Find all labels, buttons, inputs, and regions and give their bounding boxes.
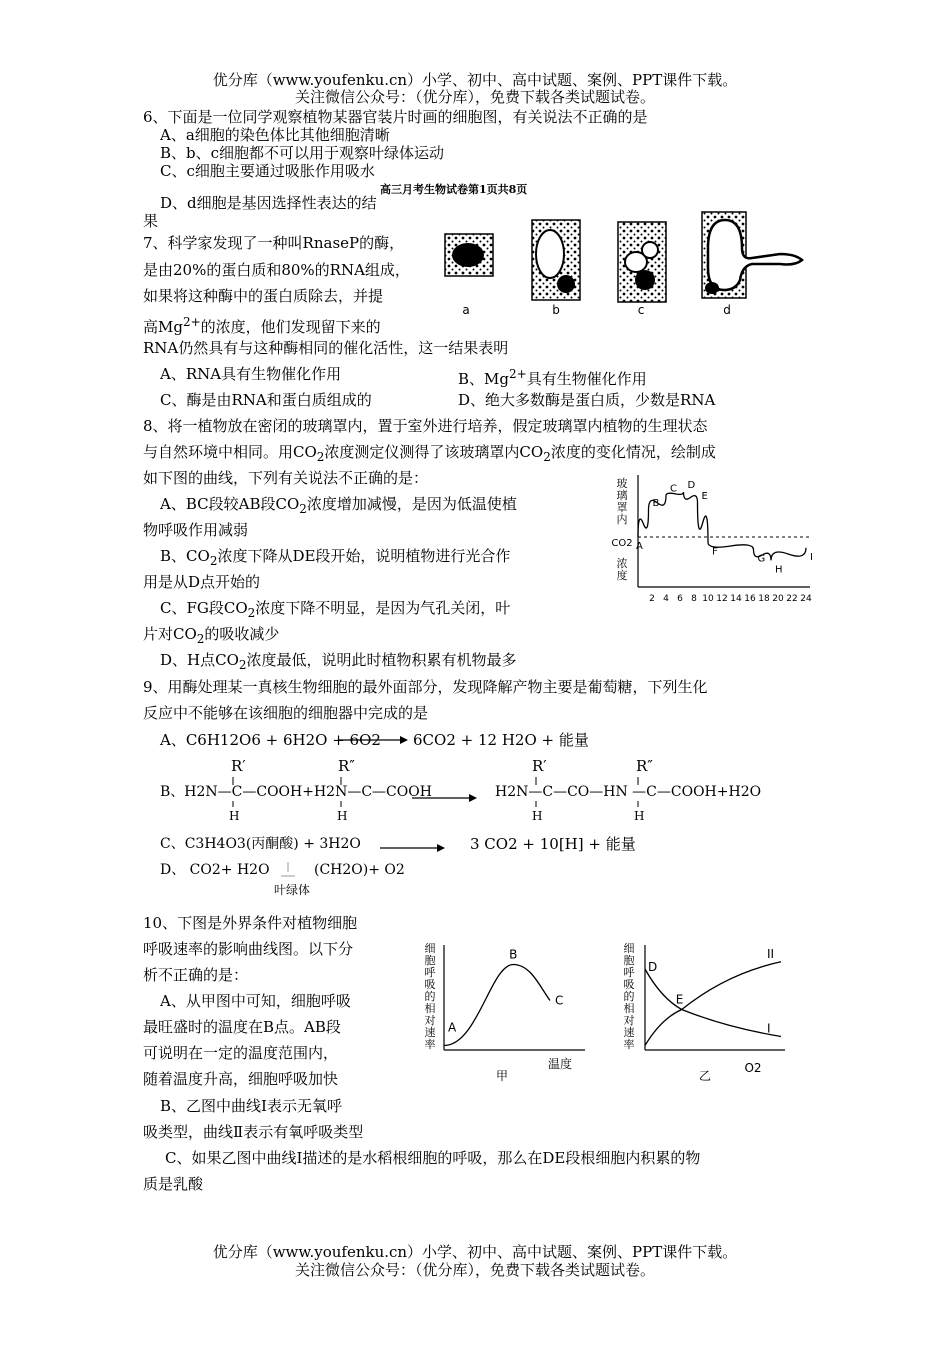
q10-option-b-1: B、乙图中曲线Ⅰ表示无氧呼 [160, 1097, 342, 1115]
q8-line-1: 8、将一植物放在密闭的玻璃罩内，置于室外进行培养，假定玻璃罩内植物的生理状态 [143, 417, 708, 435]
q9-option-a-right: 6CO2 + 12 H2O + 能量 [413, 731, 589, 749]
co2-x-tick: 12 [716, 594, 728, 604]
page-note: 高三月考生物试卷第1页共8页 [380, 183, 528, 196]
co2-ylabel-5: 浓 [616, 557, 628, 570]
q10-option-a-3: 可说明在一定的温度范围内， [143, 1044, 339, 1062]
co2-x-tick: 20 [772, 594, 784, 604]
q8-option-d: D、H点$CO_2$浓度最低，说明此时植物积累有机物最多 [160, 651, 517, 672]
q8-option-c: C、FG段$CO_2$浓度下降不明显，是因为气孔关闭，叶 [160, 599, 511, 620]
yi-series-label: I [767, 1021, 771, 1036]
q7-line-3: 如果将这种酶中的蛋白质除去，并提 [143, 287, 384, 305]
co2-x-tick: 14 [730, 594, 742, 604]
q9-option-d-left: D、 CO2+ H2O [160, 862, 270, 878]
co2-point-label: H [775, 564, 783, 576]
footer-line-2: 关注微信公众号：（优分库），免费下载各类试题试卷。 [294, 1261, 655, 1279]
co2-x-tick: 2 [649, 594, 655, 604]
co2-curve [638, 492, 806, 560]
co2-point-label: F [712, 546, 718, 558]
svg-text:对: 对 [424, 1014, 436, 1027]
q6-stem: 6、下面是一位同学观察植物某器官装片时画的细胞图，有关说法不正确的是 [143, 108, 648, 126]
svg-text:呼: 呼 [424, 966, 436, 979]
svg-text:的: 的 [424, 990, 436, 1003]
co2-x-tick: 4 [663, 594, 669, 604]
q10-line-1: 10、下图是外界条件对植物细胞 [143, 914, 358, 932]
q7-option-a: A、RNA具有生物催化作用 [160, 365, 342, 383]
yi-title: 乙 [698, 1069, 712, 1083]
q7-line-1: 7、科学家发现了一种叫RnaseP的酶， [143, 234, 405, 252]
q9-b-r2-prod: R″ [636, 757, 653, 775]
q10-option-b-2: 吸类型，曲线Ⅱ表示有氧呼吸类型 [143, 1123, 364, 1141]
co2-point-label: C [670, 483, 677, 495]
co2-x-tick: 18 [758, 594, 770, 604]
co2-x-tick: 16 [744, 594, 756, 604]
q9-c-arrow [380, 842, 445, 854]
yi-series-label: II [767, 946, 775, 961]
q7-line-2: 是由20%的蛋白质和80%的RNA组成， [143, 261, 410, 279]
q10-option-a-4: 随着温度升高，细胞呼吸加快 [143, 1070, 339, 1088]
co2-ylabel-1: 玻 [616, 477, 628, 490]
q8-line-2: 与自然环境中相同。用$CO_2$浓度测定仪测得了该玻璃罩内$CO_2$浓度的变化情况，绘制成 [143, 443, 716, 464]
q10-option-c-1: C、如果乙图中曲线Ⅰ描述的是水稻根细胞的呼吸，那么在DE段根细胞内积累的物 [165, 1149, 701, 1167]
co2-ylabel-3: 罩 [616, 501, 628, 514]
yi-label-d: D [648, 960, 658, 974]
jia-title: 甲 [495, 1069, 509, 1083]
svg-text:速: 速 [623, 1026, 635, 1039]
jia-ylabel [425, 942, 436, 1051]
q9-b-r1-prod: R′ [532, 757, 547, 775]
q7-option-b: B、$Mg^{2+}$具有生物催化作用 [458, 367, 647, 388]
q9-b-bonds [225, 775, 645, 820]
q9-b-h4: H [634, 809, 645, 823]
q9-b-r1: R′ [231, 757, 246, 775]
co2-x-tick: 6 [677, 594, 683, 604]
yi-label-e: E [675, 992, 684, 1007]
co2-chart [600, 475, 820, 610]
q7-line-5: RNA仍然具有与这种酶相同的催化活性，这一结果表明 [143, 339, 509, 357]
svg-text:呼: 呼 [623, 966, 635, 979]
svg-text:速: 速 [424, 1026, 436, 1039]
q9-option-c-right: 3 CO2 + 10[H] + 能量 [470, 835, 636, 853]
q6-option-d-cont: 果 [143, 212, 159, 230]
q8-option-a: A、BC段较AB段$CO_2$浓度增加减慢，是因为低温使植 [160, 495, 517, 516]
q8-option-a-cont: 物呼吸作用减弱 [143, 521, 249, 539]
q10-line-3: 析不正确的是： [143, 966, 249, 984]
co2-point-label: G [757, 553, 766, 565]
cell-c [618, 222, 666, 302]
svg-text:的: 的 [623, 990, 635, 1003]
q8-line-3: 如下图的曲线，下列有关说法不正确的是： [143, 469, 429, 487]
q9-option-b-right: H2N—C—CO—HN —C—COOH+H2O [495, 784, 762, 800]
header-line-2: 关注微信公众号：（优分库），免费下载各类试题试卷。 [294, 88, 655, 106]
q10-option-a-2: 最旺盛时的温度在B点。AB段 [143, 1018, 341, 1036]
co2-point-label: E [701, 490, 708, 502]
cell-a [445, 234, 493, 276]
jia-label-c: C [555, 993, 564, 1008]
svg-text:细: 细 [424, 942, 436, 955]
cell-b [532, 220, 580, 300]
yi-curve-I [645, 969, 781, 1037]
svg-text:对: 对 [623, 1014, 635, 1027]
cell-label-b: b [552, 303, 560, 317]
svg-text:相: 相 [623, 1002, 635, 1015]
q8-option-c-cont: 片对$CO_2$的吸收减少 [143, 625, 280, 646]
svg-text:率: 率 [424, 1038, 436, 1051]
jia-curve [444, 965, 550, 1046]
jia-label-a: A [448, 1020, 457, 1035]
svg-text:相: 相 [424, 1002, 436, 1015]
q6-option-d: D、d细胞是基因选择性表达的结 [160, 194, 377, 212]
cell-diagrams [440, 208, 810, 318]
yi-ylabel [624, 942, 635, 1051]
q9-b-r2: R″ [338, 757, 355, 775]
q10-option-a-1: A、从甲图中可知，细胞呼吸 [160, 992, 351, 1010]
chart-jia [420, 940, 590, 1085]
co2-x-tick: 22 [786, 594, 798, 604]
co2-ylabel-4: 内 [616, 513, 628, 526]
co2-point-label: D [687, 480, 696, 491]
q8-option-b-cont: 用是从D点开始的 [143, 573, 261, 591]
q9-option-a-left: A、C6H12O6 + 6H2O + 6O2 [160, 731, 381, 749]
q9-b-h2: H [337, 809, 348, 823]
q6-option-b: B、b、c细胞都不可以用于观察叶绿体运动 [160, 144, 445, 162]
q9-option-c-left: C、C3H4O3(丙酮酸) + 3H2O [160, 836, 361, 852]
cell-d [702, 212, 802, 298]
jia-xlabel: 温度 [547, 1057, 573, 1071]
cell-label-d: d [723, 303, 731, 317]
q9-d-arrow [277, 860, 299, 880]
q9-line-2: 反应中不能够在该细胞的细胞器中完成的是 [143, 704, 429, 722]
cell-label-c: c [637, 303, 645, 317]
svg-text:胞: 胞 [424, 954, 436, 967]
q10-option-c-2: 质是乳酸 [143, 1175, 204, 1193]
co2-point-label: B [652, 498, 660, 509]
co2-x-tick: 24 [800, 594, 812, 604]
q9-a-arrow [338, 734, 408, 746]
co2-baseline-label: CO2 [611, 538, 633, 549]
jia-label-b: B [509, 947, 518, 962]
svg-text:率: 率 [623, 1038, 635, 1051]
q7-line-4: 高$Mg^{2+}$的浓度，他们发现留下来的 [143, 315, 381, 336]
q10-line-2: 呼吸速率的影响曲线图。以下分 [143, 940, 354, 958]
q9-b-h3: H [532, 809, 543, 823]
co2-x-tick: 10 [702, 594, 714, 604]
q7-option-c: C、酶是由RNA和蛋白质组成的 [160, 391, 372, 409]
q7-option-d: D、绝大多数酶是蛋白质，少数是RNA [458, 391, 716, 409]
q6-option-a: A、a细胞的染色体比其他细胞清晰 [160, 126, 390, 144]
co2-x-tick: 8 [691, 594, 697, 604]
q9-b-h1: H [229, 809, 240, 823]
q6-option-c: C、c细胞主要通过吸胀作用吸水 [160, 162, 375, 180]
svg-text:细: 细 [623, 942, 635, 955]
q8-option-b: B、$CO_2$浓度下降从DE段开始，说明植物进行光合作 [160, 547, 511, 568]
q9-d-condition: 叶绿体 [274, 883, 311, 897]
q9-line-1: 9、用酶处理某一真核生物细胞的最外面部分，发现降解产物主要是葡萄糖，下列生化 [143, 678, 708, 696]
cell-label-a: a [462, 303, 470, 317]
co2-point-label: I [810, 551, 813, 563]
svg-text:胞: 胞 [623, 954, 635, 967]
co2-ylabel-2: 璃 [616, 489, 628, 502]
svg-text:吸: 吸 [424, 978, 436, 991]
svg-text:吸: 吸 [623, 978, 635, 991]
co2-ylabel-6: 度 [616, 569, 628, 582]
header-line-1: 优分库（www.youfenku.cn）小学、初中、高中试题、案例、PPT课件下载。 [212, 71, 738, 89]
q9-option-b-left: B、H2N—C—COOH+H2N—C—COOH [160, 784, 432, 800]
co2-point-label: A [636, 541, 643, 552]
footer-line-1: 优分库（www.youfenku.cn）小学、初中、高中试题、案例、PPT课件下载。 [212, 1243, 738, 1261]
chart-yi [615, 940, 795, 1085]
yi-xlabel: O2 [744, 1061, 762, 1075]
q9-option-d-right: (CH2O)+ O2 [314, 862, 405, 878]
